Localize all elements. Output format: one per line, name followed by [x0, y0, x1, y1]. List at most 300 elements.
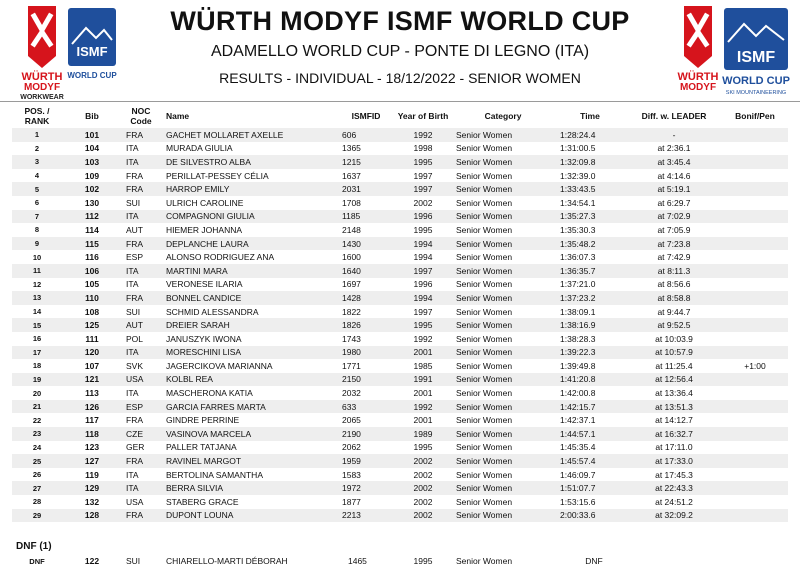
rank-cell: 20 [32, 388, 42, 398]
ismfid-cell: 2032 [342, 388, 361, 399]
ismfid-cell: 1185 [338, 210, 394, 224]
category-cell: Senior Women [456, 143, 513, 154]
diff-cell: at 10:57.9 [626, 346, 722, 360]
diff-cell: at 4:14.6 [657, 170, 691, 181]
dnf-yob: 1995 [413, 556, 433, 566]
noc-cell: FRA [122, 291, 160, 305]
category-cell: Senior Women [456, 333, 513, 344]
diff-cell: at 7:42.9 [657, 252, 691, 263]
bonif-cell [722, 495, 788, 509]
logo-line2: MODYF [679, 82, 717, 93]
bib-cell: 119 [85, 469, 99, 480]
noc-cell: FRA [122, 128, 160, 142]
col-bib: Bib [85, 111, 99, 121]
category-cell: Senior Women [456, 442, 513, 453]
table-row [12, 291, 788, 305]
table-row [12, 413, 788, 427]
athlete-name: MASCHERONA KATIA [166, 388, 253, 399]
table-row [12, 332, 788, 346]
col-year-of-birth: Year of Birth [397, 111, 449, 121]
category-cell: Senior Women [456, 197, 513, 208]
noc-cell: ITA [126, 279, 139, 290]
time-cell: 1:32:39.0 [560, 170, 596, 181]
logo-line3: WORKWEAR [20, 94, 64, 101]
category-cell: Senior Women [452, 210, 554, 224]
diff-cell: at 8:11.3 [626, 264, 722, 278]
bonif-cell [722, 332, 788, 346]
rank-cell: 3 [12, 155, 62, 169]
athlete-name: GACHET MOLLARET AXELLE [160, 128, 338, 142]
time-cell: 1:46:09.7 [560, 469, 596, 480]
rank-cell: 21 [12, 400, 62, 414]
rank-cell: 28 [32, 497, 42, 507]
year-of-birth-cell: 2002 [413, 197, 433, 208]
bib-cell: 111 [85, 333, 99, 344]
bib-cell: 113 [85, 388, 99, 399]
year-of-birth-cell: 1991 [394, 373, 452, 387]
bib-cell: 103 [62, 155, 122, 169]
athlete-name: BERTOLINA SAMANTHA [166, 469, 263, 480]
category-cell: Senior Women [452, 373, 554, 387]
diff-cell: at 17:11.0 [655, 442, 693, 453]
time-cell: 1:35:30.3 [560, 224, 596, 235]
bib-cell: 112 [62, 210, 122, 224]
world-cup-logo-text: WORLD CUP [67, 71, 117, 80]
diff-cell: at 24:51.2 [655, 496, 693, 507]
rank-cell: 2 [34, 143, 40, 153]
bib-cell: 105 [84, 279, 100, 290]
category-cell: Senior Women [452, 155, 554, 169]
category-cell: Senior Women [456, 360, 513, 371]
time-cell: 2:00:33.6 [554, 509, 626, 523]
category-cell: Senior Women [456, 306, 513, 317]
time-cell: 1:42:00.8 [560, 388, 596, 399]
ismfid-cell: 633 [338, 400, 394, 414]
rank-cell: 19 [12, 373, 62, 387]
time-cell: 1:28:24.4 [554, 128, 626, 142]
ismf-logo-text: ISMF [76, 44, 108, 59]
bonif-cell [722, 155, 788, 169]
athlete-name: ULRICH CAROLINE [166, 197, 244, 208]
time-cell: 1:38:28.3 [560, 333, 596, 344]
time-cell: 1:53:15.6 [560, 496, 596, 507]
rank-cell: 6 [34, 198, 40, 208]
table-row [12, 278, 788, 292]
table-row [12, 454, 788, 468]
bonif-cell [722, 413, 788, 427]
year-of-birth-cell: 2001 [413, 415, 433, 426]
table-header-row [12, 104, 788, 128]
dnf-time: DNF [585, 556, 603, 566]
year-of-birth-cell: 1995 [413, 224, 433, 235]
athlete-name: SCHMID ALESSANDRA [166, 306, 259, 317]
table-row [12, 169, 788, 183]
noc-cell: USA [126, 496, 144, 507]
year-of-birth-cell: 1996 [413, 279, 433, 290]
ismfid-cell: 1697 [342, 279, 361, 290]
year-of-birth-cell: 1994 [394, 291, 452, 305]
athlete-name: COMPAGNONI GIULIA [160, 210, 338, 224]
diff-cell: at 9:52.5 [626, 318, 722, 332]
athlete-name: MURADA GIULIA [166, 143, 233, 154]
noc-cell: ITA [122, 481, 160, 495]
rank-cell: 25 [12, 454, 62, 468]
ismfid-cell: 2150 [338, 373, 394, 387]
bib-cell: 118 [62, 427, 122, 441]
bib-cell: 127 [62, 454, 122, 468]
ismfid-cell: 1428 [338, 291, 394, 305]
rank-cell: 29 [12, 509, 62, 523]
rank-cell: 11 [12, 264, 62, 278]
bib-cell: 132 [84, 496, 100, 507]
bonif-cell [722, 305, 788, 319]
dnf-name: CHIARELLO-MARTI DÉBORAH [166, 556, 288, 566]
time-cell: 1:39:49.8 [560, 360, 596, 371]
ismfid-cell: 1972 [338, 481, 394, 495]
bib-cell: 128 [62, 509, 122, 523]
diff-cell: at 7:02.9 [626, 210, 722, 224]
category-cell: Senior Women [456, 388, 513, 399]
bonif-cell [722, 291, 788, 305]
table-row [12, 427, 788, 441]
time-cell: 1:36:35.7 [554, 264, 626, 278]
category-cell: Senior Women [456, 170, 513, 181]
athlete-name: MORESCHINI LISA [160, 346, 338, 360]
table-row [12, 359, 788, 373]
diff-cell: at 9:44.7 [657, 306, 691, 317]
ismfid-cell: 2065 [342, 415, 361, 426]
diff-cell: at 3:45.4 [626, 155, 722, 169]
year-of-birth-cell: 2002 [394, 454, 452, 468]
bonif-cell [722, 250, 788, 264]
year-of-birth-cell: 1998 [413, 143, 433, 154]
bonif-cell [722, 386, 788, 400]
bib-cell: 101 [62, 128, 122, 142]
ismfid-cell: 606 [338, 128, 394, 142]
bonif-cell [722, 142, 788, 156]
ismfid-cell: 1743 [342, 333, 361, 344]
time-cell: 1:44:57.1 [554, 427, 626, 441]
ismfid-cell: 1215 [338, 155, 394, 169]
diff-cell: at 22:43.3 [626, 481, 722, 495]
table-row [12, 223, 788, 237]
year-of-birth-cell: 2002 [413, 469, 433, 480]
noc-cell: USA [122, 373, 160, 387]
ismfid-cell: 1826 [338, 318, 394, 332]
bonif-cell [722, 210, 788, 224]
noc-cell: CZE [122, 427, 160, 441]
table-row [12, 495, 788, 509]
diff-cell: at 13:36.4 [655, 388, 693, 399]
dnf-heading: DNF (1) [16, 541, 52, 552]
category-cell: Senior Women [452, 509, 554, 523]
dnf-row [12, 555, 788, 568]
athlete-name: GINDRE PERRINE [166, 415, 240, 426]
bonif-cell [722, 509, 788, 523]
page-title: WÜRTH MODYF ISMF WORLD CUP [170, 6, 630, 36]
noc-cell: ESP [122, 400, 160, 414]
time-cell: 1:31:00.5 [560, 143, 596, 154]
table-row [12, 210, 788, 224]
header-divider [0, 101, 800, 102]
results-body [12, 128, 788, 522]
rank-cell: 14 [32, 307, 42, 317]
category-cell: Senior Women [452, 291, 554, 305]
bonif-cell [722, 468, 788, 482]
noc-cell: ITA [122, 155, 160, 169]
table-row [12, 305, 788, 319]
ismfid-cell: 1365 [342, 143, 361, 154]
noc-cell: AUT [126, 224, 143, 235]
bonif-cell [722, 454, 788, 468]
diff-cell: at 32:09.2 [626, 509, 722, 523]
bib-cell: 102 [62, 182, 122, 196]
athlete-name: STABERG GRACE [166, 496, 239, 507]
rank-cell: 15 [12, 318, 62, 332]
category-cell: Senior Women [452, 318, 554, 332]
ismfid-cell: 2148 [342, 224, 361, 235]
noc-cell: SUI [126, 197, 141, 208]
athlete-name: KOLBL REA [160, 373, 338, 387]
bonif-cell [722, 318, 788, 332]
noc-cell: SUI [126, 306, 141, 317]
athlete-name: VERONESE ILARIA [166, 279, 243, 290]
ismfid-cell: 1959 [338, 454, 394, 468]
col-name: Name [166, 111, 190, 121]
col-noc: NOC Code [130, 106, 152, 126]
bib-cell: 125 [62, 318, 122, 332]
time-cell: 1:35:48.2 [554, 237, 626, 251]
diff-cell: at 14:12.7 [655, 415, 693, 426]
year-of-birth-cell: 1997 [394, 264, 452, 278]
bonif-cell: +1:00 [744, 360, 766, 371]
year-of-birth-cell: 1997 [394, 182, 452, 196]
col-pos: POS. / RANK [24, 106, 50, 126]
table-row [12, 128, 788, 142]
noc-cell: FRA [122, 237, 160, 251]
bib-cell: 114 [85, 224, 99, 235]
table-row [12, 250, 788, 264]
rank-cell: 13 [12, 291, 62, 305]
year-of-birth-cell: 1997 [413, 170, 433, 181]
table-row [12, 318, 788, 332]
rank-cell: 4 [34, 171, 40, 181]
time-cell: 1:35:27.3 [554, 210, 626, 224]
category-cell: Senior Women [452, 264, 554, 278]
table-row [12, 346, 788, 360]
category-cell: Senior Women [452, 128, 554, 142]
rank-cell: 12 [32, 279, 42, 289]
table-row [12, 182, 788, 196]
ismfid-cell: 1771 [342, 360, 361, 371]
athlete-name: JAGERCIKOVA MARIANNA [166, 360, 273, 371]
ismfid-cell: 1583 [342, 469, 361, 480]
logo-line1: WÜRTH [677, 71, 719, 83]
bib-cell: 116 [85, 252, 99, 263]
athlete-name: RAVINEL MARGOT [160, 454, 338, 468]
athlete-name: VASINOVA MARCELA [160, 427, 338, 441]
col-ismfid: ISMFID [351, 111, 381, 121]
diff-cell: at 2:36.1 [657, 143, 691, 154]
bib-cell: 108 [84, 306, 100, 317]
rank-cell: 10 [32, 252, 42, 262]
diff-cell: at 7:05.9 [657, 224, 691, 235]
diff-cell: at 8:56.6 [657, 279, 691, 290]
table-row [12, 155, 788, 169]
category-cell: Senior Women [456, 415, 513, 426]
col-diff: Diff. w. LEADER [641, 111, 707, 121]
ismfid-cell: 1877 [342, 496, 361, 507]
bonif-cell [722, 264, 788, 278]
athlete-name: PERILLAT-PESSEY CÉLIA [166, 170, 269, 181]
noc-cell: FRA [122, 509, 160, 523]
noc-cell: FRA [122, 454, 160, 468]
bonif-cell [722, 196, 788, 210]
athlete-name: ALONSO RODRIGUEZ ANA [166, 252, 275, 263]
rank-cell: 16 [32, 334, 42, 344]
noc-cell: ITA [126, 469, 139, 480]
rank-cell: 7 [12, 210, 62, 224]
category-cell: Senior Women [452, 427, 554, 441]
diff-cell: at 6:29.7 [657, 197, 691, 208]
diff-cell: at 12:56.4 [626, 373, 722, 387]
table-row [12, 441, 788, 455]
athlete-name: MARTINI MARA [160, 264, 338, 278]
rank-cell: 26 [32, 470, 42, 480]
category-cell: Senior Women [456, 496, 513, 507]
category-cell: Senior Women [452, 481, 554, 495]
year-of-birth-cell: 1994 [413, 252, 433, 263]
noc-cell: FRA [126, 170, 143, 181]
ismfid-cell: 2190 [338, 427, 394, 441]
ismfid-cell: 2213 [338, 509, 394, 523]
table-row [12, 481, 788, 495]
noc-cell: SVK [126, 360, 144, 371]
diff-cell: at 16:32.7 [626, 427, 722, 441]
year-of-birth-cell: 2002 [394, 481, 452, 495]
table-row [12, 468, 788, 482]
diff-cell: at 13:51.3 [626, 400, 722, 414]
athlete-name: DE SILVESTRO ALBA [160, 155, 338, 169]
year-of-birth-cell: 2001 [394, 346, 452, 360]
logo-line1: WÜRTH [21, 71, 63, 83]
results-line: RESULTS - INDIVIDUAL - 18/12/2022 - SENIOR WOMEN [219, 70, 581, 86]
rank-cell: 22 [32, 415, 42, 425]
bib-cell: 104 [84, 143, 100, 154]
table-row [12, 400, 788, 414]
table-row [12, 237, 788, 251]
time-cell: 1:42:15.7 [554, 400, 626, 414]
category-cell: Senior Women [452, 454, 554, 468]
time-cell: 1:38:16.9 [554, 318, 626, 332]
athlete-name: JANUSZYK IWONA [166, 333, 242, 344]
athlete-name: BONNEL CANDICE [160, 291, 338, 305]
rank-cell: 17 [12, 346, 62, 360]
ismfid-cell: 1822 [342, 306, 361, 317]
dnf-category: Senior Women [456, 556, 513, 566]
category-cell: Senior Women [452, 346, 554, 360]
rank-cell: 27 [12, 481, 62, 495]
year-of-birth-cell: 1997 [413, 306, 433, 317]
time-cell: 1:45:35.4 [560, 442, 596, 453]
year-of-birth-cell: 1995 [394, 318, 452, 332]
bib-cell: 129 [62, 481, 122, 495]
year-of-birth-cell: 2002 [413, 496, 433, 507]
time-cell: 1:39:22.3 [554, 346, 626, 360]
year-of-birth-cell: 1992 [394, 400, 452, 414]
time-cell: 1:34:54.1 [560, 197, 596, 208]
noc-cell: ITA [122, 264, 160, 278]
category-cell: Senior Women [452, 400, 554, 414]
bonif-cell [722, 223, 788, 237]
year-of-birth-cell: 1985 [413, 360, 433, 371]
year-of-birth-cell: 2002 [394, 509, 452, 523]
table-row [12, 264, 788, 278]
athlete-name: DUPONT LOUNA [160, 509, 338, 523]
diff-cell: at 10:03.9 [655, 333, 693, 344]
table-row [12, 196, 788, 210]
time-cell: 1:42:37.1 [560, 415, 596, 426]
athlete-name: PALLER TATJANA [166, 442, 237, 453]
noc-cell: FRA [122, 182, 160, 196]
rank-cell: 23 [12, 427, 62, 441]
diff-cell: at 7:23.8 [626, 237, 722, 251]
ski-mountaineering-tag: SKI MOUNTAINEERING [725, 90, 787, 96]
results-table [12, 104, 788, 522]
bonif-cell [722, 169, 788, 183]
bonif-cell [722, 128, 788, 142]
event-subtitle: ADAMELLO WORLD CUP - PONTE DI LEGNO (ITA) [210, 43, 590, 60]
noc-cell: AUT [122, 318, 160, 332]
rank-cell: 9 [12, 237, 62, 251]
category-cell: Senior Women [456, 279, 513, 290]
noc-cell: ITA [126, 143, 139, 154]
bib-cell: 117 [85, 415, 99, 426]
rank-cell: 24 [32, 442, 42, 452]
bonif-cell [722, 441, 788, 455]
bib-cell: 115 [62, 237, 122, 251]
time-cell: 1:36:07.3 [560, 252, 596, 263]
time-cell: 1:51:07.7 [554, 481, 626, 495]
ismfid-cell: 1600 [342, 252, 361, 263]
bonif-cell [722, 182, 788, 196]
col-bonif: Bonif/Pen [735, 111, 775, 121]
table-row [12, 386, 788, 400]
year-of-birth-cell: 1996 [394, 210, 452, 224]
ismfid-cell: 1640 [338, 264, 394, 278]
bib-cell: 107 [84, 360, 100, 371]
year-of-birth-cell: 1989 [394, 427, 452, 441]
time-cell: 1:41:20.8 [554, 373, 626, 387]
year-of-birth-cell: 1994 [394, 237, 452, 251]
year-of-birth-cell: 1992 [413, 333, 433, 344]
diff-cell: at 17:45.3 [655, 469, 693, 480]
time-cell: 1:32:09.8 [554, 155, 626, 169]
time-cell: 1:45:57.4 [554, 454, 626, 468]
time-cell: 1:33:43.5 [554, 182, 626, 196]
bonif-cell [722, 237, 788, 251]
logo-line2: MODYF [23, 82, 61, 93]
diff-cell: at 8:58.8 [626, 291, 722, 305]
time-cell: 1:37:21.0 [560, 279, 596, 290]
bonif-cell [722, 373, 788, 387]
table-row [12, 509, 788, 523]
athlete-name: GARCIA FARRES MARTA [160, 400, 338, 414]
ismfid-cell: 1637 [342, 170, 361, 181]
dnf-pos: DNF [29, 557, 45, 566]
bib-cell: 120 [62, 346, 122, 360]
bib-cell: 106 [62, 264, 122, 278]
